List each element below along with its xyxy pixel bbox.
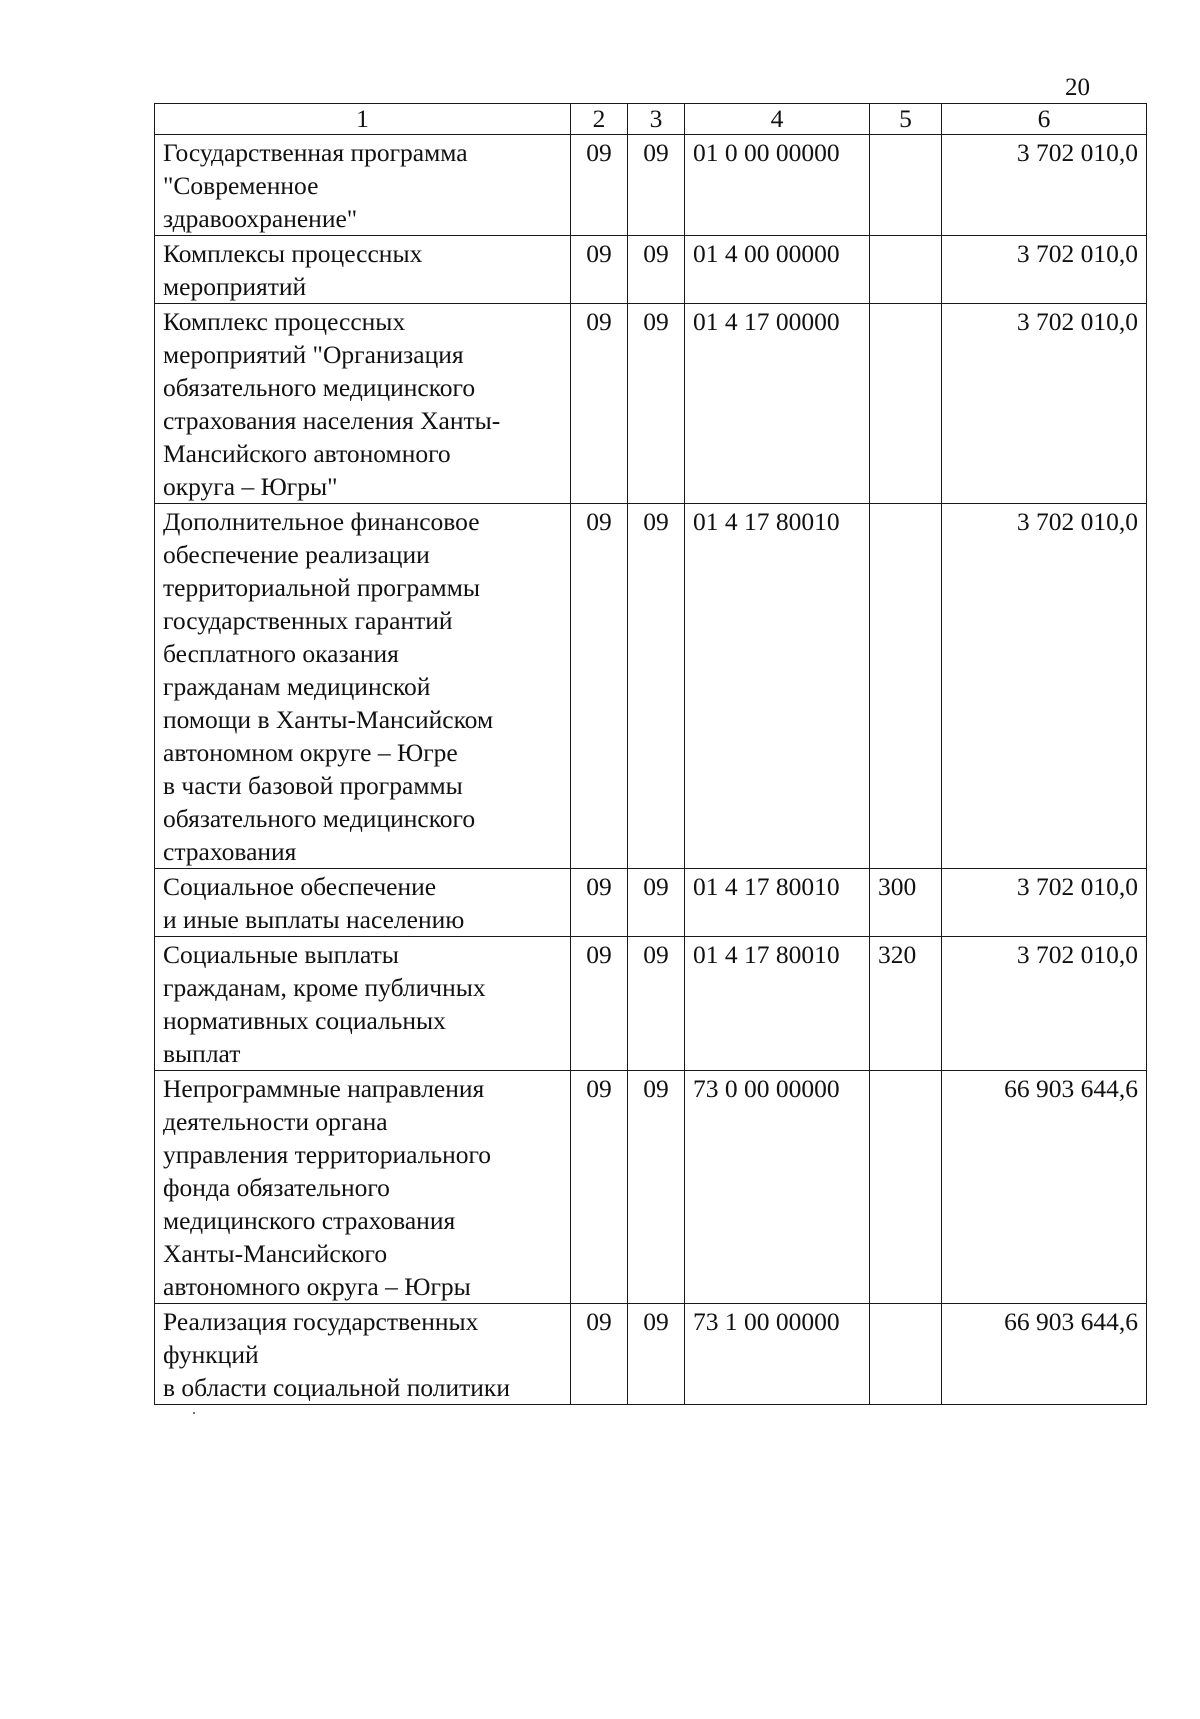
expense-type-cell bbox=[870, 504, 942, 869]
amount-cell: 3 702 010,0 bbox=[942, 135, 1147, 236]
page-number: 20 bbox=[1065, 74, 1090, 101]
subsection-code-cell: 09 bbox=[628, 135, 685, 236]
subsection-code-cell: 09 bbox=[628, 236, 685, 304]
table-row bbox=[155, 1304, 1147, 1405]
table-row bbox=[155, 937, 1147, 1071]
expense-type-cell bbox=[870, 304, 942, 504]
column-header: 2 bbox=[571, 104, 628, 135]
row-name-cell: Комплекс процессных мероприятий "Организация обязательного медицинского страхования населения Ханты- Мансийского автономного округа – Югры" bbox=[155, 304, 571, 504]
row-name-cell: Реализация государственных функций в области социальной политики bbox=[155, 1304, 571, 1405]
subsection-code-cell: 09 bbox=[628, 869, 685, 937]
amount-cell: 3 702 010,0 bbox=[942, 304, 1147, 504]
target-article-cell: 73 1 00 00000 bbox=[685, 1304, 870, 1405]
table-row bbox=[155, 504, 1147, 869]
expense-type-cell bbox=[870, 135, 942, 236]
target-article-cell: 01 4 17 80010 bbox=[685, 504, 870, 869]
column-header: 1 bbox=[155, 104, 571, 135]
column-header: 6 bbox=[942, 104, 1147, 135]
scan-speck bbox=[193, 1412, 195, 1414]
subsection-code-cell: 09 bbox=[628, 1304, 685, 1405]
section-code-cell: 09 bbox=[571, 1304, 628, 1405]
budget-table bbox=[154, 103, 1147, 1405]
amount-cell: 66 903 644,6 bbox=[942, 1304, 1147, 1405]
target-article-cell: 01 4 17 80010 bbox=[685, 937, 870, 1071]
row-name-cell: Социальное обеспечение и иные выплаты населению bbox=[155, 869, 571, 937]
subsection-code-cell: 09 bbox=[628, 1071, 685, 1304]
section-code-cell: 09 bbox=[571, 937, 628, 1071]
row-name-cell: Государственная программа "Современное здравоохранение" bbox=[155, 135, 571, 236]
row-name-cell: Непрограммные направления деятельности органа управления территориального фонда обязательного медицинского страхования Ханты-Мансийского автономного округа – Югры bbox=[155, 1071, 571, 1304]
target-article-cell: 01 4 17 00000 bbox=[685, 304, 870, 504]
row-name-cell: Социальные выплаты гражданам, кроме публичных нормативных социальных выплат bbox=[155, 937, 571, 1071]
expense-type-cell bbox=[870, 1304, 942, 1405]
subsection-code-cell: 09 bbox=[628, 304, 685, 504]
expense-type-cell bbox=[870, 236, 942, 304]
amount-cell: 3 702 010,0 bbox=[942, 869, 1147, 937]
target-article-cell: 01 4 17 80010 bbox=[685, 869, 870, 937]
target-article-cell: 01 4 00 00000 bbox=[685, 236, 870, 304]
table-row bbox=[155, 1071, 1147, 1304]
amount-cell: 66 903 644,6 bbox=[942, 1071, 1147, 1304]
expense-type-cell: 320 bbox=[870, 937, 942, 1071]
column-header: 4 bbox=[685, 104, 870, 135]
table-row bbox=[155, 236, 1147, 304]
target-article-cell: 73 0 00 00000 bbox=[685, 1071, 870, 1304]
table-row bbox=[155, 135, 1147, 236]
section-code-cell: 09 bbox=[571, 1071, 628, 1304]
target-article-cell: 01 0 00 00000 bbox=[685, 135, 870, 236]
amount-cell: 3 702 010,0 bbox=[942, 504, 1147, 869]
row-name-cell: Дополнительное финансовое обеспечение реализации территориальной программы государственных гарантий бесплатного оказания гражданам медицинской помощи в Ханты-Мансийском автономном округе – Югре в части базовой программы обязательного медицинского страхования bbox=[155, 504, 571, 869]
expense-type-cell: 300 bbox=[870, 869, 942, 937]
header-row bbox=[155, 104, 1147, 135]
section-code-cell: 09 bbox=[571, 869, 628, 937]
subsection-code-cell: 09 bbox=[628, 504, 685, 869]
expense-type-cell bbox=[870, 1071, 942, 1304]
section-code-cell: 09 bbox=[571, 135, 628, 236]
section-code-cell: 09 bbox=[571, 504, 628, 869]
amount-cell: 3 702 010,0 bbox=[942, 937, 1147, 1071]
section-code-cell: 09 bbox=[571, 236, 628, 304]
subsection-code-cell: 09 bbox=[628, 937, 685, 1071]
column-header: 5 bbox=[870, 104, 942, 135]
row-name-cell: Комплексы процессных мероприятий bbox=[155, 236, 571, 304]
table-row bbox=[155, 869, 1147, 937]
column-header: 3 bbox=[628, 104, 685, 135]
table-row bbox=[155, 304, 1147, 504]
section-code-cell: 09 bbox=[571, 304, 628, 504]
amount-cell: 3 702 010,0 bbox=[942, 236, 1147, 304]
